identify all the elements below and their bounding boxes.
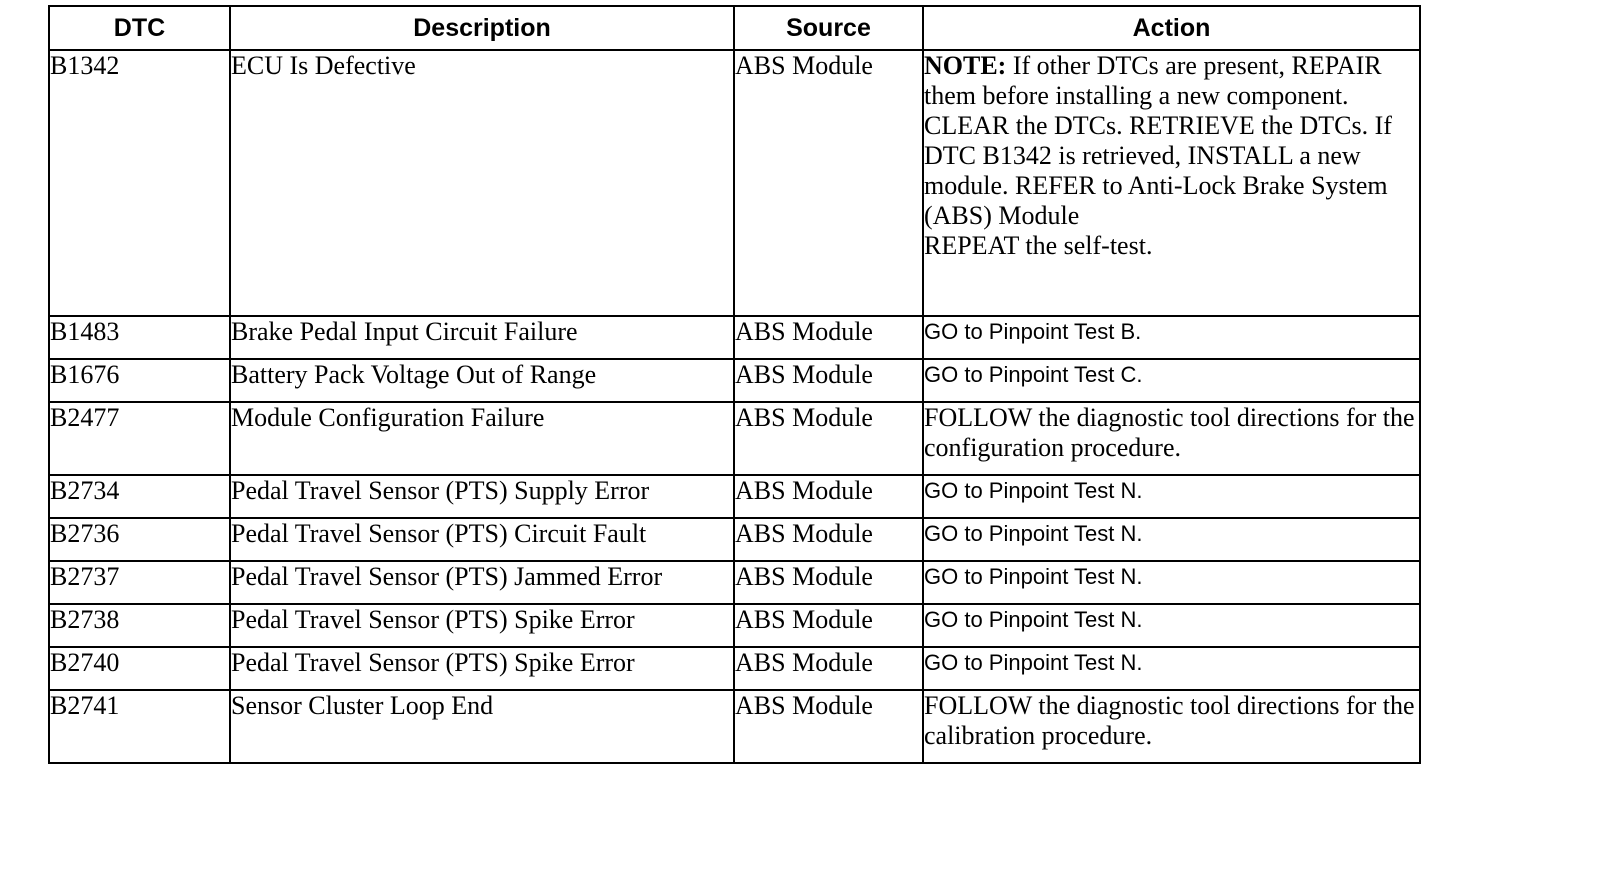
- dtc-code: B1676: [49, 359, 230, 402]
- dtc-action: GO to Pinpoint Test B.: [923, 316, 1420, 359]
- dtc-source: ABS Module: [734, 690, 923, 763]
- dtc-action: FOLLOW the diagnostic tool directions for the calibration procedure.: [923, 690, 1420, 763]
- dtc-code: B2736: [49, 518, 230, 561]
- dtc-source: ABS Module: [734, 316, 923, 359]
- dtc-code: B2477: [49, 402, 230, 475]
- dtc-action: GO to Pinpoint Test N.: [923, 604, 1420, 647]
- header-description: Description: [230, 6, 734, 50]
- action-line-2: REPEAT the self-test.: [924, 231, 1153, 260]
- dtc-table: [48, 5, 1421, 764]
- dtc-code: B2738: [49, 604, 230, 647]
- action-line-1: CLEAR the DTCs. RETRIEVE the DTCs. If DTC B1342 is retrieved, INSTALL a new module. REFER to Anti-Lock Brake System (ABS) Module: [924, 111, 1392, 230]
- dtc-description: Battery Pack Voltage Out of Range: [230, 359, 734, 402]
- dtc-description: Module Configuration Failure: [230, 402, 734, 475]
- dtc-description: ECU Is Defective: [230, 50, 734, 316]
- dtc-code: B1483: [49, 316, 230, 359]
- dtc-source: ABS Module: [734, 475, 923, 518]
- header-action: Action: [923, 6, 1420, 50]
- dtc-description: Brake Pedal Input Circuit Failure: [230, 316, 734, 359]
- dtc-source: ABS Module: [734, 359, 923, 402]
- table-row: [49, 690, 1420, 763]
- dtc-code: B2741: [49, 690, 230, 763]
- dtc-action: GO to Pinpoint Test C.: [923, 359, 1420, 402]
- dtc-source: ABS Module: [734, 561, 923, 604]
- dtc-description: Sensor Cluster Loop End: [230, 690, 734, 763]
- action-note: [924, 51, 1419, 111]
- table-row: [49, 402, 1420, 475]
- dtc-action: [923, 50, 1420, 316]
- dtc-source: ABS Module: [734, 402, 923, 475]
- dtc-code: B2734: [49, 475, 230, 518]
- table-row: [49, 561, 1420, 604]
- table-row: [49, 475, 1420, 518]
- dtc-action: GO to Pinpoint Test N.: [923, 475, 1420, 518]
- table-row: [49, 518, 1420, 561]
- dtc-action: GO to Pinpoint Test N.: [923, 647, 1420, 690]
- table-row: [49, 316, 1420, 359]
- note-text: If other DTCs are present, REPAIR them before installing a new component.: [924, 51, 1382, 110]
- table-row: [49, 604, 1420, 647]
- table-row: [49, 647, 1420, 690]
- dtc-code: B1342: [49, 50, 230, 316]
- dtc-source: ABS Module: [734, 50, 923, 316]
- dtc-action: GO to Pinpoint Test N.: [923, 518, 1420, 561]
- dtc-description: Pedal Travel Sensor (PTS) Supply Error: [230, 475, 734, 518]
- table-row: [49, 359, 1420, 402]
- dtc-source: ABS Module: [734, 518, 923, 561]
- dtc-code: B2740: [49, 647, 230, 690]
- dtc-description: Pedal Travel Sensor (PTS) Spike Error: [230, 647, 734, 690]
- dtc-action: GO to Pinpoint Test N.: [923, 561, 1420, 604]
- dtc-description: Pedal Travel Sensor (PTS) Spike Error: [230, 604, 734, 647]
- dtc-source: ABS Module: [734, 647, 923, 690]
- dtc-source: ABS Module: [734, 604, 923, 647]
- table-row: [49, 50, 1420, 316]
- dtc-description: Pedal Travel Sensor (PTS) Jammed Error: [230, 561, 734, 604]
- dtc-code: B2737: [49, 561, 230, 604]
- header-dtc: DTC: [49, 6, 230, 50]
- table-header-row: [49, 6, 1420, 50]
- dtc-action: FOLLOW the diagnostic tool directions for the configuration procedure.: [923, 402, 1420, 475]
- header-source: Source: [734, 6, 923, 50]
- note-label: NOTE:: [924, 51, 1007, 80]
- dtc-description: Pedal Travel Sensor (PTS) Circuit Fault: [230, 518, 734, 561]
